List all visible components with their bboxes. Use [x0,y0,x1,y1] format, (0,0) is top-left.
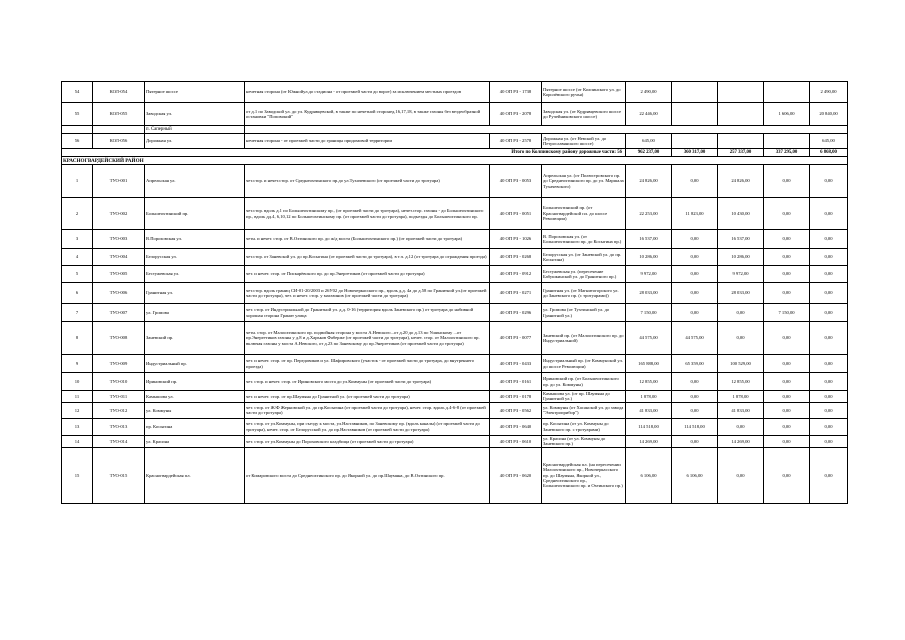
row-class-4: 645,00 [810,134,848,149]
row-class-3: 0,00 [764,373,810,391]
table-row [62,402,848,418]
row-class-4: 0,00 [810,355,848,373]
row-description: нечетная сторона (от Южнойул.до стадиона - от проезжей части до ворот) за исключением местных проездов [245,82,490,103]
row-total: 41 833,00 [626,402,672,418]
district-total-class-4: 6 868,00 [810,149,848,157]
row-class-2: 0,00 [718,322,764,355]
table-row [62,355,848,373]
row-bounds: Ириновский пр. (от Большеохтинского пр. до ул. Коммуны) [542,373,626,391]
row-description: четн. стор. от Малоохтинского пр. подвойная сторона у моста А.Невского...от д.20 до д.13 по Ушинскому ...от пр.Энергетиков газоны у д.8 и д.Харьков Фаберже (от проезжей части до тротуара), нечет. стор. от Малоохтинского пр. включая газоны у моста А.Невского, от д.23 по Заневскому до пр.Энергетиков (от проезжей части до тротуара) [245,322,490,355]
row-bounds: В. Пороховская ул. (от Большеохтинского пр. до Косыгина пр.) [542,230,626,249]
row-name: Апрельская ул. [145,165,245,198]
row-code: ТУО-010 [93,373,145,391]
row-name: ул. Громова [145,304,245,322]
row-registry: 40 ОП РЗ - 0433 [490,355,542,373]
row-bounds: Пятерное шоссе (от Колпинского ул. до Королёвского ручья) [542,82,626,103]
row-class-3: 0,00 [764,165,810,198]
row-bounds: Белорусская ул. (от Заневской ул. до пр. Косыгина) [542,249,626,266]
row-description: чет. стор. от Ж/Ф Жерновской ул. до пр.Косыгина (от проезжей части до тротуара), нечет. стор. вдоль д.4-6-8 (от проезжей части до тротуара) [245,402,490,418]
row-description: чет. стор. от ул.Коммуны, при съезду к моста, ул.Наставников, по Заневскому пр. (вдоль каналы) (от проезжей части до тротуара), нечет. стор. от Белорусской ул. до пр.Наставников (от проезжей части до тротуара) [245,418,490,435]
row-registry: 40 ОП РЗ - 0077 [490,322,542,355]
row-name: Белорусская ул. [145,249,245,266]
row-name: ул. Коммуны [145,402,245,418]
row-class-3: 0,00 [764,435,810,447]
table-row [62,82,848,103]
row-code: ТУО-013 [93,418,145,435]
report-sheet [61,81,847,504]
district-name: КРАСНОГВАРДЕЙСКИЙ РАЙОН [62,157,848,165]
row-registry: 40 ОП РЗ - 0640 [490,418,542,435]
row-total: 10 286,00 [626,249,672,266]
row-total: 165 888,00 [626,355,672,373]
district-total-label: Итого по Колпинскому району дорожные части: 56 [62,149,626,157]
row-class-3: 7 150,00 [764,304,810,322]
row-registry: 40 ОП РЗ - 0271 [490,283,542,304]
row-class-1: 65 359,00 [672,355,718,373]
row-number: 9 [62,355,93,373]
row-name: Дорожная ул. [145,134,245,149]
row-class-3: 0,00 [764,418,810,435]
row-code: ТУО-005 [93,266,145,283]
row-class-1 [672,103,718,126]
row-class-4: 2 490,00 [810,82,848,103]
row-class-1: 0,00 [672,435,718,447]
row-description: чет. стор. от ул.Коммуны до Пороховского кладбища (от проезжей части до тротуара) [245,435,490,447]
row-number: 13 [62,418,93,435]
row-bounds: Заводская ул. (от Кудрявцевского шоссе до Ручейниковского шоссе) [542,103,626,126]
row-bounds: Большеохтинский пр. (от Красногвардейской пл. до шоссе Революции) [542,198,626,230]
row-name: Заводская ул. [145,103,245,126]
row-class-2: 0,00 [718,304,764,322]
row-class-4: 0,00 [810,373,848,391]
row-code: ТУО-015 [93,447,145,503]
row-total: 28 033,00 [626,283,672,304]
row-bounds: Заневский пр. (от Малоохтинского пр. до Индустриальной) [542,322,626,355]
row-name: Ириновский пр. [145,373,245,391]
row-total: 14 269,00 [626,435,672,447]
table-row [62,322,848,355]
district-total-class-2: 257 337,00 [718,149,764,157]
row-total: 44 575,00 [626,322,672,355]
row-bounds: ул. Красина (от ул. Коммуны до Заневского пр.) [542,435,626,447]
row-registry: 40 ОП РЗ - 0610 [490,435,542,447]
row-class-1: 0,00 [672,391,718,403]
row-description: чет. и нечет. стор. от Пискарёвского пр. до пр.Энергетиков (от проезжей части до тротуара) [245,266,490,283]
row-class-4: 0,00 [810,447,848,503]
road-cleaning-table [61,81,848,504]
row-class-2: 100 529,00 [718,355,764,373]
row-number: 12 [62,402,93,418]
row-registry: 40 ОП РЗ - 0562 [490,402,542,418]
row-class-4: 0,00 [810,402,848,418]
row-registry: 40 ОП РЗ - 0053 [490,165,542,198]
row-class-2: 0,00 [718,418,764,435]
row-class-1: 0,00 [672,249,718,266]
table-row [62,266,848,283]
row-number: 7 [62,304,93,322]
table-row [62,230,848,249]
row-description: чет. и нечет. стор. от пр.Шаумяна до Гранитной ул. (от проезжей части до тротуара) [245,391,490,403]
row-class-1: 114 518,00 [672,418,718,435]
row-code: КОЛ-054 [93,82,145,103]
row-class-4: 20 840,00 [810,103,848,126]
row-class-2: 12 855,00 [718,373,764,391]
row-name: Большеохтинский пр. [145,198,245,230]
row-bounds: Дорожная ул. (от Невской ул. до Петрославянского шоссе) [542,134,626,149]
table-row [62,165,848,198]
row-name: Бестужевская ул. [145,266,245,283]
row-class-3: 0,00 [764,198,810,230]
row-registry: 40 ОП РЗ - 0268 [490,249,542,266]
row-name: В.Пороховская ул. [145,230,245,249]
row-bounds: Камышова ул. (от пр. Шаумяна до Гранитной ул.) [542,391,626,403]
row-number: 6 [62,283,93,304]
row-name: Камышова ул. [145,391,245,403]
row-description: от д.1 по Заводской ул. до ул. Кудрявцевской, в также по нечетной сторонед.16,17,18, в также газоны без вездеобразной остановки "Поповокий" [245,103,490,126]
table-row [62,198,848,230]
row-registry: 40 ОП РЗ - 0178 [490,391,542,403]
row-class-3: 0,00 [764,249,810,266]
table-row [62,447,848,503]
row-class-3: 1 606,00 [764,103,810,126]
row-description: четн. и нечет. стор. от В.Охтинского пр. до ж/д моста (Большеохтинского пр.) (от проезжей части до тротуара) [245,230,490,249]
row-total: 6 106,00 [626,447,672,503]
row-registry: 40 ОП РЗ - 0296 [490,304,542,322]
row-class-4: 0,00 [810,230,848,249]
row-number: 3 [62,230,93,249]
row-class-2 [718,134,764,149]
settlement-name: п. Саперный [145,126,245,134]
row-class-1: 44 575,00 [672,322,718,355]
row-description: чет.стор. вдоль границ СИ-01-20/2003 и 26У02 до Новочеркасского пр., вдоль д.д. 4а до д.58 по Гранитной ул.(от проезжей части до тротуара), чет. и нечет. стор. у магазинов (от проезжей части до тротуара) [245,283,490,304]
row-class-2: 41 833,00 [718,402,764,418]
row-name: Заневский пр. [145,322,245,355]
row-class-1: 0,00 [672,402,718,418]
row-code: ТУО-009 [93,355,145,373]
row-class-1: 6 106,00 [672,447,718,503]
row-bounds: Гранитная ул. (от Магнитогорского ул. до Заневского пр. (с тротуарами)) [542,283,626,304]
row-class-3: 0,00 [764,322,810,355]
table-row [62,134,848,149]
row-class-2 [718,103,764,126]
row-total: 24 826,00 [626,165,672,198]
row-bounds: Индустриальный пр. (от Коммунской ул. до шоссе Революции) [542,355,626,373]
row-description: чет. стор. и нечет. стор. от Ириновского моста до ул.Коммуны (от проезжей части до тротуара) [245,373,490,391]
row-number: 8 [62,322,93,355]
row-class-3 [764,82,810,103]
row-name: Красногвардейская пл. [145,447,245,503]
table-row [62,391,848,403]
row-class-4: 0,00 [810,418,848,435]
settlement-subheader [62,126,848,134]
row-bounds: ул. Громова (от Тухтинской ул. до Гранитной ул.) [542,304,626,322]
row-code: ТУО-004 [93,249,145,266]
row-number: 55 [62,103,93,126]
row-code: ТУО-012 [93,402,145,418]
row-class-3: 0,00 [764,402,810,418]
row-class-4: 0,00 [810,165,848,198]
row-bounds: пр. Косыгина (от ул. Коммуны до Заневского пр. с тротуарами) [542,418,626,435]
row-class-2: 14 269,00 [718,435,764,447]
row-name: Индустриальный пр. [145,355,245,373]
row-name: Гранитная ул. [145,283,245,304]
row-class-3: 0,00 [764,447,810,503]
table-row [62,435,848,447]
row-total: 2 490,00 [626,82,672,103]
row-number: 4 [62,249,93,266]
row-bounds: Апрельская ул. (от Полюстровского пр. до Среднеохтинского пр. до ул. Маршала Тухачевского) [542,165,626,198]
row-class-4: 0,00 [810,435,848,447]
row-name: пр. Косыгина [145,418,245,435]
row-code: ТУО-008 [93,322,145,355]
row-number: 10 [62,373,93,391]
row-class-1: 0,00 [672,165,718,198]
table-row [62,103,848,126]
row-code: ТУО-001 [93,165,145,198]
row-class-4: 0,00 [810,304,848,322]
row-code: ТУО-002 [93,198,145,230]
row-code: ТУО-014 [93,435,145,447]
table-row [62,304,848,322]
row-class-4: 0,00 [810,198,848,230]
district-total-class-3: 337 295,00 [764,149,810,157]
table-row [62,418,848,435]
row-total: 7 150,00 [626,304,672,322]
table-row [62,283,848,304]
row-code: ТУО-003 [93,230,145,249]
row-total: 16 537,00 [626,230,672,249]
row-description: чет.стор. вдоль д.1 по Большеохтинскому пр., (от проезжей части до тротуара), нечет.стор. газоны - до Большеохтинского пр., вдоль дд.4, 6,10,12 по Большеохтинскому пр. (от проезжей части до тротуара), подъезды до Большеохтинского пр. [245,198,490,230]
row-class-2: 9 972,00 [718,266,764,283]
row-description: чет.стор. от Заневской ул. до пр.Косыгина (от проезжей части до тротуара), в т.ч. д.12 (от тротуара до ограждения проезда) [245,249,490,266]
row-class-3 [764,134,810,149]
row-number: 5 [62,266,93,283]
row-class-1: 0,00 [672,230,718,249]
row-number: 15 [62,447,93,503]
row-class-1 [672,82,718,103]
row-bounds: Красногвардейская пл. (на пересечении Малоохтинского пр., Новочеркасского пр. до Шаумяна, Якорной ул., Среднеохтинского пр., Большеохтинского пр. и Охтинского пр.) [542,447,626,503]
row-total: 645,00 [626,134,672,149]
row-class-2: 10 286,00 [718,249,764,266]
row-class-2: 0,00 [718,447,764,503]
row-bounds: ул. Коммуны (от Хасанской ул. до завода "Электроприбор") [542,402,626,418]
row-class-4: 0,00 [810,322,848,355]
row-class-1: 0,00 [672,266,718,283]
row-code: КОЛ-055 [93,103,145,126]
row-class-2: 1 878,00 [718,391,764,403]
row-description: от Комаровского моста до Среднеохтинского пр. до Якорной ул. до пр.Шаумяна, до В.Охтинского пр. [245,447,490,503]
row-registry: 40 ОП РЗ - 1738 [490,82,542,103]
row-description: нечетная сторона - от проезжей части до границы придомовой территории [245,134,490,149]
row-class-2: 16 537,00 [718,230,764,249]
row-class-3: 0,00 [764,230,810,249]
row-number: 14 [62,435,93,447]
row-number: 2 [62,198,93,230]
row-class-1: 0,00 [672,283,718,304]
district-total-class-1: 360 317,00 [672,149,718,157]
row-bounds: Бестужевская ул. (пересечение Бабушкинской ул. до Гранитного пр.) [542,266,626,283]
row-class-1: 0,00 [672,373,718,391]
row-class-3: 0,00 [764,283,810,304]
row-class-4: 0,00 [810,391,848,403]
table-row [62,249,848,266]
row-class-4: 0,00 [810,266,848,283]
row-registry: 40 ОП РЗ - 2078 [490,103,542,126]
row-code: ТУО-006 [93,283,145,304]
row-total: 22 446,00 [626,103,672,126]
row-registry: 40 ОП РЗ - 0912 [490,266,542,283]
row-class-4: 0,00 [810,283,848,304]
district-section-header [62,157,848,165]
district-total-sum: 962 237,00 [626,149,672,157]
row-class-2: 24 826,00 [718,165,764,198]
row-registry: 40 ОП РЗ - 0051 [490,198,542,230]
row-description: чет. и нечет. стор. от пр. Передовиков и ул. Шафировского (участок - от проезжей части до тротуара, до внутреннего проезда) [245,355,490,373]
row-code: КОЛ-056 [93,134,145,149]
row-registry: 40 ОП РЗ - 1026 [490,230,542,249]
row-number: 54 [62,82,93,103]
row-total: 12 855,00 [626,373,672,391]
district-total-row [62,149,848,157]
row-description: чет.стор. и нечет.стор. от Среднеохтинского пр.до ул.Тухачевского (от проезжей части до тротуара) [245,165,490,198]
row-total: 1 878,00 [626,391,672,403]
row-registry: 40 ОП РЗ - 0161 [490,373,542,391]
row-class-3: 0,00 [764,266,810,283]
row-total: 9 972,00 [626,266,672,283]
row-registry: 40 ОП РЗ - 0620 [490,447,542,503]
row-code: ТУО-011 [93,391,145,403]
row-class-4: 0,00 [810,249,848,266]
row-name: Пятерное шоссе [145,82,245,103]
row-description: чет. стор. от Индустриальной до Гранитной ул. д.д. 0-16 (территория вдоль Заневского пр.) от тротуара до набивной хорошая сторона Гранит улица [245,304,490,322]
row-class-3: 0,00 [764,391,810,403]
row-name: ул. Красина [145,435,245,447]
row-total: 114 518,00 [626,418,672,435]
row-number: 56 [62,134,93,149]
row-class-1 [672,134,718,149]
table-row [62,373,848,391]
table-body [62,82,848,504]
row-class-1: 0,00 [672,304,718,322]
row-class-2 [718,82,764,103]
row-class-1: 11 823,00 [672,198,718,230]
row-code: ТУО-007 [93,304,145,322]
row-class-3: 0,00 [764,355,810,373]
row-number: 11 [62,391,93,403]
row-total: 22 253,00 [626,198,672,230]
row-class-2: 28 033,00 [718,283,764,304]
row-number: 1 [62,165,93,198]
row-class-2: 10 430,00 [718,198,764,230]
row-registry: 40 ОП РЗ - 2578 [490,134,542,149]
